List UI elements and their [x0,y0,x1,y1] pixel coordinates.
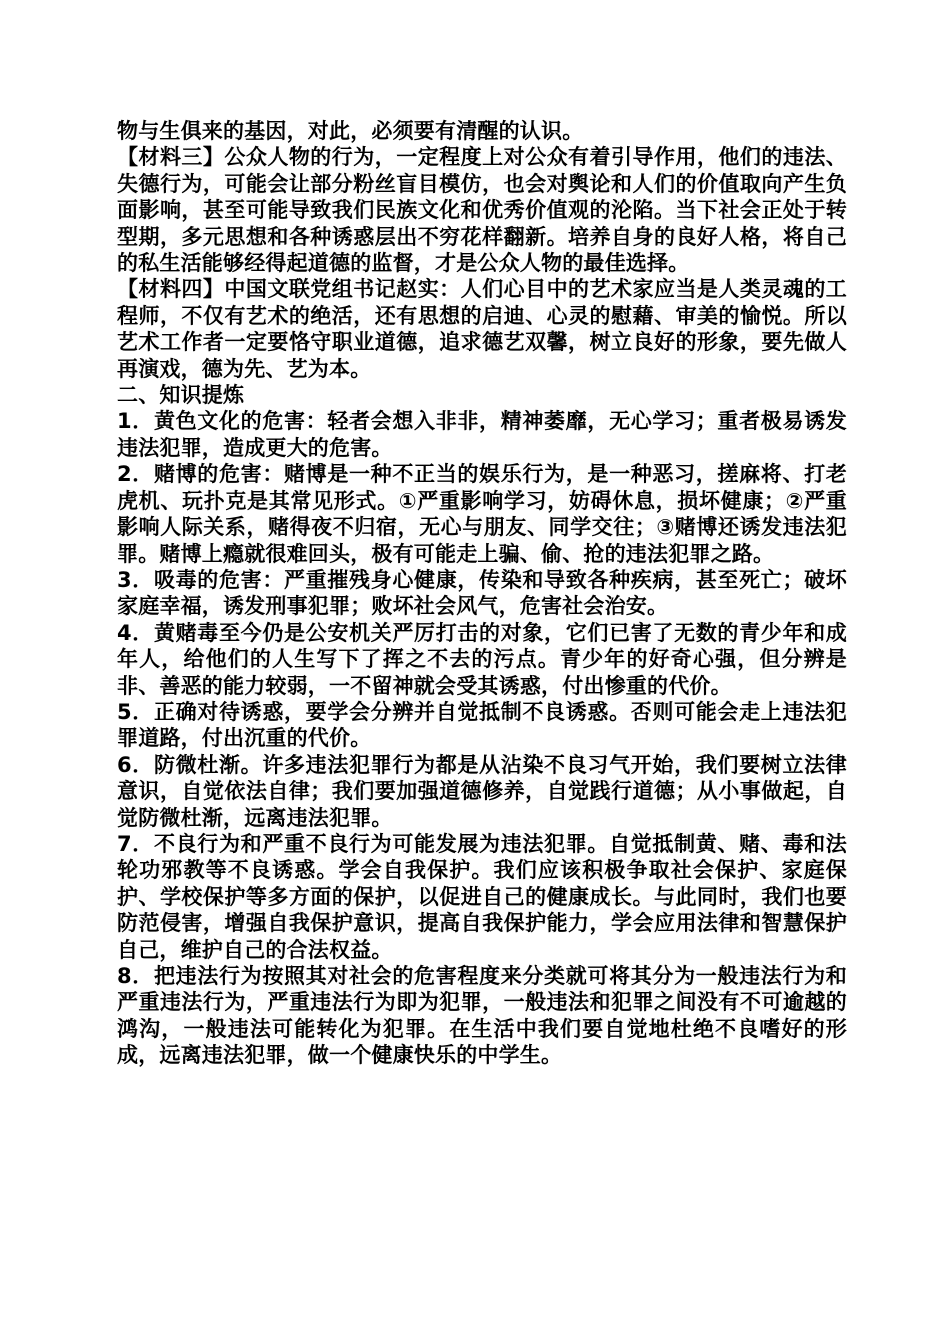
paragraph-point-3: 3．吸毒的危害：严重摧残身心健康，传染和导致各种疾病，甚至死亡；破坏家庭幸福，诱发刑事犯罪；败坏社会风气，危害社会治安。 [117,567,847,619]
section-heading-knowledge: 二、知识提炼 [117,383,245,408]
paragraph-point-7: 7．不良行为和严重不良行为可能发展为违法犯罪。自觉抵制黄、赌、毒和法轮功邪教等不良诱惑。学会自我保护。我们应该积极争取社会保护、家庭保护、学校保护等多方面的保护，以促进自己的健康成长。与此同时，我们也要防范侵害，增强自我保护意识，提高自我保护能力，学会应用法律和智慧保护自己，维护自己的合法权益。 [117,831,847,962]
paragraph-point-6: 6．防微杜渐。许多违法犯罪行为都是从沾染不良习气开始，我们要树立法律意识，自觉依法自律；我们要加强道德修养，自觉践行道德；从小事做起，自觉防微杜渐，远离违法犯罪。 [117,752,847,830]
paragraph-point-5: 5．正确对待诱惑，要学会分辨并自觉抵制不良诱惑。否则可能会走上违法犯罪道路，付出沉重的代价。 [117,699,847,751]
paragraph-continuation: 物与生俱来的基因，对此，必须要有清醒的认识。 [117,119,584,143]
document-body [117,118,847,1069]
paragraph-material-four: 【材料四】中国文联党组书记赵实：人们心目中的艺术家应当是人类灵魂的工程师，不仅有艺术的绝活，还有思想的启迪、心灵的慰藉、审美的愉悦。所以艺术工作者一定要恪守职业道德，追求德艺双馨，树立良好的形象，要先做人再演戏，德为先、艺为本。 [117,277,847,381]
paragraph-material-three: 【材料三】公众人物的行为，一定程度上对公众有着引导作用，他们的违法、失德行为，可能会让部分粉丝盲目模仿，也会对舆论和人们的价值取向产生负面影响，甚至可能导致我们民族文化和优秀价值观的沦陷。当下社会正处于转型期，多元思想和各种诱惑层出不穷花样翻新。培养自身的良好人格，将自己的私生活能够经得起道德的监督，才是公众人物的最佳选择。 [117,145,847,276]
paragraph-point-2: 2．赌博的危害：赌博是一种不正当的娱乐行为，是一种恶习，搓麻将、打老虎机、玩扑克是其常见形式。①严重影响学习，妨碍休息，损坏健康；②严重影响人际关系，赌得夜不归宿，无心与朋友、同学交往；③赌博还诱发违法犯罪。赌博上瘾就很难回头，极有可能走上骗、偷、抢的违法犯罪之路。 [117,462,847,566]
paragraph-point-1: 1．黄色文化的危害：轻者会想入非非，精神萎靡，无心学习；重者极易诱发违法犯罪，造成更大的危害。 [117,409,847,460]
paragraph-point-8: 8．把违法行为按照其对社会的危害程度来分类就可将其分为一般违法行为和严重违法行为，严重违法行为即为犯罪，一般违法和犯罪之间没有不可逾越的鸿沟，一般违法可能转化为犯罪。在生活中我们要自觉地杜绝不良嗜好的形成，远离违法犯罪，做一个健康快乐的中学生。 [117,964,847,1068]
paragraph-point-4: 4．黄赌毒至今仍是公安机关严厉打击的对象，它们已害了无数的青少年和成年人，给他们的人生写下了挥之不去的污点。青少年的好奇心强，但分辨是非、善恶的能力较弱，一不留神就会受其诱惑，付出惨重的代价。 [117,620,847,698]
